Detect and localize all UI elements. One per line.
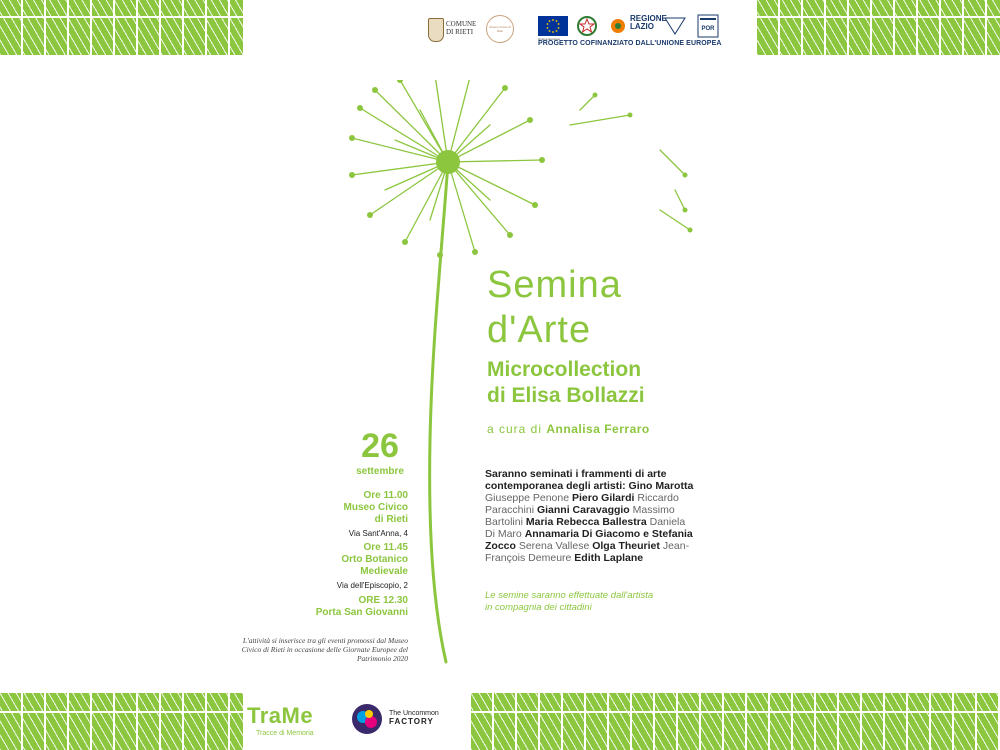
museo-seal-text: Museo Civico di Rieti [489,25,511,33]
artist-name: Giuseppe Penone [485,492,570,504]
artist-name: Olga Theuriet [592,540,660,552]
event-disclaimer: L'attività si inserisce tra gli eventi promossi dal Museo Civico di Rieti in occasione delle Giornate Europee del Patrimonio 2020 [241,636,408,663]
museo-civico-seal-icon [486,15,514,43]
regione-line2: LAZIO [630,22,654,31]
green-pattern-bottom-right [471,693,1000,750]
note-line1: Le semine saranno effettuate dall'artista [485,590,654,601]
title-line1: Semina [487,264,622,306]
artist-name: Daniela Di Maro [485,516,686,540]
artist-name: Maria Rebecca Ballestra [525,516,647,528]
artist-name: Piero Gilardi [572,492,635,504]
event-time: Ore 11.45 [363,542,408,553]
schedule-item [344,490,408,539]
subtitle-line1: Microcollection [487,358,642,381]
comune-line1: COMUNE [446,20,477,28]
regione-line1: REGIONE [630,14,667,23]
uncommon-factory-icon [351,703,383,735]
comune-di-rieti-logo [446,20,476,36]
trame-logo-title: TraMe [247,703,314,728]
artists-block [485,468,695,564]
artist-name: Annamaria Di Giacomo e Stefania Zocco [485,528,693,552]
por-label: POR [701,26,715,32]
comune-line2: DI RIETI [446,28,474,36]
artist-name: Jean-François Demeure [485,540,690,564]
uncommon-line1: The Uncommon [389,710,439,717]
regione-lazio-text [630,15,667,31]
artists-intro: Saranno seminati i frammenti di arte contemporanea degli artisti: [485,468,667,492]
eu-caption: Unione Europea [538,37,560,41]
cofinanziato-caption: PROGETTO COFINANZIATO DALL'UNIONE EUROPEA [538,40,722,47]
note-line2: in compagnia dei cittadini [485,602,592,613]
event-time: Ore 11.00 [363,490,408,501]
artist-name: Gino Marotta [628,480,694,492]
artist-name: Serena Vallese [518,540,590,552]
green-pattern-top-right [757,0,1000,55]
uncommon-line2: FACTORY [389,717,434,726]
event-place: Medievale [360,566,408,577]
event-place: Museo Civico [343,502,408,513]
schedule-item [337,542,408,591]
curator-name: Annalisa Ferraro [546,422,650,436]
artist-name: Edith Laplane [574,552,644,564]
event-place: Orto Botanico [341,554,408,565]
green-pattern-bottom-left [0,693,243,750]
curated-prefix: a cura di [487,422,543,436]
event-place: di Rieti [374,514,408,525]
artist-name: Massimo Bartolini [485,504,675,528]
trame-logo-subtitle: Tracce di Memoria [256,730,314,737]
event-month: settembre [356,466,404,477]
curated-by [487,422,650,436]
event-time: ORE 12.30 [358,595,408,606]
eu-flag-icon [538,16,568,36]
title-line2: d'Arte [487,309,592,351]
uncommon-factory-logo [389,710,439,727]
artist-name: Riccardo Paracchini [485,492,679,516]
artist-name: Gianni Caravaggio [536,504,630,516]
green-pattern-top-left [0,0,243,55]
subtitle-line2: di Elisa Bollazzi [487,384,645,407]
event-place: Porta San Giovanni [315,607,408,618]
event-day: 26 [361,427,399,465]
schedule-item [316,595,408,619]
seeding-note [485,590,653,614]
italian-republic-emblem-icon [576,15,598,37]
rieti-crest-icon [428,18,444,42]
event-address: Via Sant'Anna, 4 [348,529,408,538]
event-address: Via dell'Episcopio, 2 [336,581,408,590]
